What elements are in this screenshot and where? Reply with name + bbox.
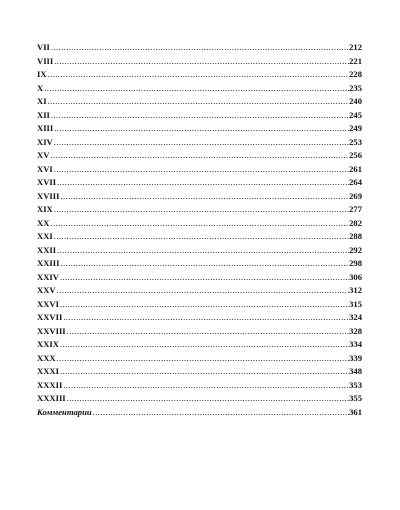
dot-leader bbox=[56, 176, 349, 190]
dot-leader bbox=[53, 163, 349, 177]
toc-entry bbox=[37, 271, 362, 285]
toc-entry-page-number: 264 bbox=[349, 177, 362, 187]
toc-entry bbox=[37, 68, 362, 82]
toc-entry-page-number: 324 bbox=[349, 312, 362, 322]
toc-entry-label: VIII bbox=[37, 55, 54, 66]
toc-entry bbox=[37, 176, 362, 190]
toc-entry bbox=[37, 230, 362, 244]
toc-entry-page-number: 334 bbox=[349, 339, 362, 349]
dot-leader bbox=[59, 257, 349, 271]
toc-entry-page-number: 221 bbox=[349, 55, 362, 66]
toc-entry bbox=[37, 244, 362, 258]
table-of-contents bbox=[37, 41, 362, 419]
dot-leader bbox=[53, 55, 349, 69]
dot-leader bbox=[62, 311, 349, 325]
toc-entry bbox=[37, 325, 362, 339]
toc-entry bbox=[37, 149, 362, 163]
toc-entry bbox=[37, 352, 362, 366]
toc-entry bbox=[37, 163, 362, 177]
toc-entry-page-number: 228 bbox=[349, 69, 362, 79]
toc-entry-page-number: 288 bbox=[349, 231, 362, 241]
dot-leader bbox=[43, 82, 349, 96]
dot-leader bbox=[53, 122, 349, 136]
dot-leader bbox=[47, 68, 350, 82]
toc-entry-label: XXIII bbox=[37, 258, 60, 268]
toc-entry-page-number: 328 bbox=[349, 325, 362, 336]
toc-entry-label: XXI bbox=[37, 231, 53, 241]
toc-entry-label: XIII bbox=[37, 123, 54, 133]
toc-entry-page-number: 261 bbox=[349, 163, 362, 174]
toc-entry-page-number: 212 bbox=[349, 42, 362, 52]
toc-entry-label: XXXI bbox=[37, 366, 59, 376]
toc-entry-label: XXIX bbox=[37, 339, 59, 349]
toc-entry bbox=[37, 298, 362, 312]
toc-entry bbox=[37, 109, 362, 123]
toc-entry-label: XIV bbox=[37, 136, 53, 147]
toc-entry-label: XXVII bbox=[37, 312, 63, 322]
toc-entry-label: XVI bbox=[37, 163, 53, 174]
toc-entry bbox=[37, 217, 362, 231]
toc-entry bbox=[37, 190, 362, 204]
dot-leader bbox=[59, 338, 349, 352]
toc-entry-page-number: 298 bbox=[349, 258, 362, 268]
dot-leader bbox=[47, 95, 350, 109]
dot-leader bbox=[59, 298, 349, 312]
toc-entry-label: XII bbox=[37, 109, 50, 120]
toc-entry-label: IX bbox=[37, 69, 47, 79]
toc-entry-page-number: 240 bbox=[349, 96, 362, 106]
toc-entry-page-number: 269 bbox=[349, 190, 362, 201]
toc-entry bbox=[37, 406, 362, 420]
toc-entry bbox=[37, 392, 362, 406]
toc-entry bbox=[37, 82, 362, 96]
toc-entry-page-number: 306 bbox=[349, 271, 362, 282]
toc-entry-page-number: 355 bbox=[349, 393, 362, 403]
toc-entry-label: XVIII bbox=[37, 190, 60, 201]
toc-entry-page-number: 348 bbox=[349, 366, 362, 376]
toc-entry-page-number: 361 bbox=[349, 406, 362, 417]
toc-entry bbox=[37, 122, 362, 136]
toc-entry bbox=[37, 311, 362, 325]
dot-leader bbox=[53, 230, 349, 244]
toc-entry-label: XXVIII bbox=[37, 325, 66, 336]
dot-leader bbox=[56, 284, 349, 298]
dot-leader bbox=[62, 379, 349, 393]
toc-entry-page-number: 339 bbox=[349, 352, 362, 363]
dot-leader bbox=[92, 406, 349, 420]
toc-entry bbox=[37, 257, 362, 271]
toc-entry-label: XXXIII bbox=[37, 393, 66, 403]
dot-leader bbox=[56, 244, 349, 258]
toc-entry bbox=[37, 365, 362, 379]
toc-entry bbox=[37, 55, 362, 69]
toc-entry-page-number: 249 bbox=[349, 123, 362, 133]
dot-leader bbox=[49, 149, 349, 163]
dot-leader bbox=[56, 352, 349, 366]
toc-entry-label: XXVI bbox=[37, 298, 59, 309]
toc-entry-label: VII bbox=[37, 42, 50, 52]
toc-entry-label: XIX bbox=[37, 204, 53, 214]
toc-entry-page-number: 292 bbox=[349, 244, 362, 255]
toc-entry-page-number: 353 bbox=[349, 379, 362, 390]
toc-entry bbox=[37, 203, 362, 217]
dot-leader bbox=[66, 325, 349, 339]
toc-entry-page-number: 245 bbox=[349, 109, 362, 120]
toc-entry-label: XX bbox=[37, 217, 50, 228]
toc-entry-page-number: 312 bbox=[349, 285, 362, 295]
dot-leader bbox=[50, 41, 349, 55]
toc-entry-page-number: 256 bbox=[349, 150, 362, 160]
toc-entry-page-number: 235 bbox=[349, 82, 362, 93]
toc-entry bbox=[37, 136, 362, 150]
toc-entry bbox=[37, 95, 362, 109]
toc-entry-label: Комментарии bbox=[37, 406, 92, 417]
dot-leader bbox=[59, 190, 349, 204]
toc-entry-page-number: 315 bbox=[349, 298, 362, 309]
toc-entry bbox=[37, 284, 362, 298]
dot-leader bbox=[59, 365, 349, 379]
toc-entry bbox=[37, 338, 362, 352]
toc-entry-page-number: 282 bbox=[349, 217, 362, 228]
dot-leader bbox=[50, 109, 349, 123]
toc-entry-label: XXIV bbox=[37, 271, 59, 282]
toc-entry-label: XI bbox=[37, 96, 47, 106]
toc-entry bbox=[37, 379, 362, 393]
toc-entry-label: XXX bbox=[37, 352, 56, 363]
toc-entry-label: XXII bbox=[37, 244, 57, 255]
dot-leader bbox=[53, 203, 349, 217]
toc-entry-label: XXV bbox=[37, 285, 56, 295]
toc-entry-page-number: 277 bbox=[349, 204, 362, 214]
toc-entry-label: XVII bbox=[37, 177, 57, 187]
toc-entry bbox=[37, 41, 362, 55]
toc-entry-label: X bbox=[37, 82, 44, 93]
dot-leader bbox=[49, 217, 349, 231]
dot-leader bbox=[66, 392, 349, 406]
toc-entry-page-number: 253 bbox=[349, 136, 362, 147]
dot-leader bbox=[53, 136, 349, 150]
dot-leader bbox=[59, 271, 349, 285]
toc-entry-label: XXXII bbox=[37, 379, 63, 390]
toc-entry-label: XV bbox=[37, 150, 50, 160]
